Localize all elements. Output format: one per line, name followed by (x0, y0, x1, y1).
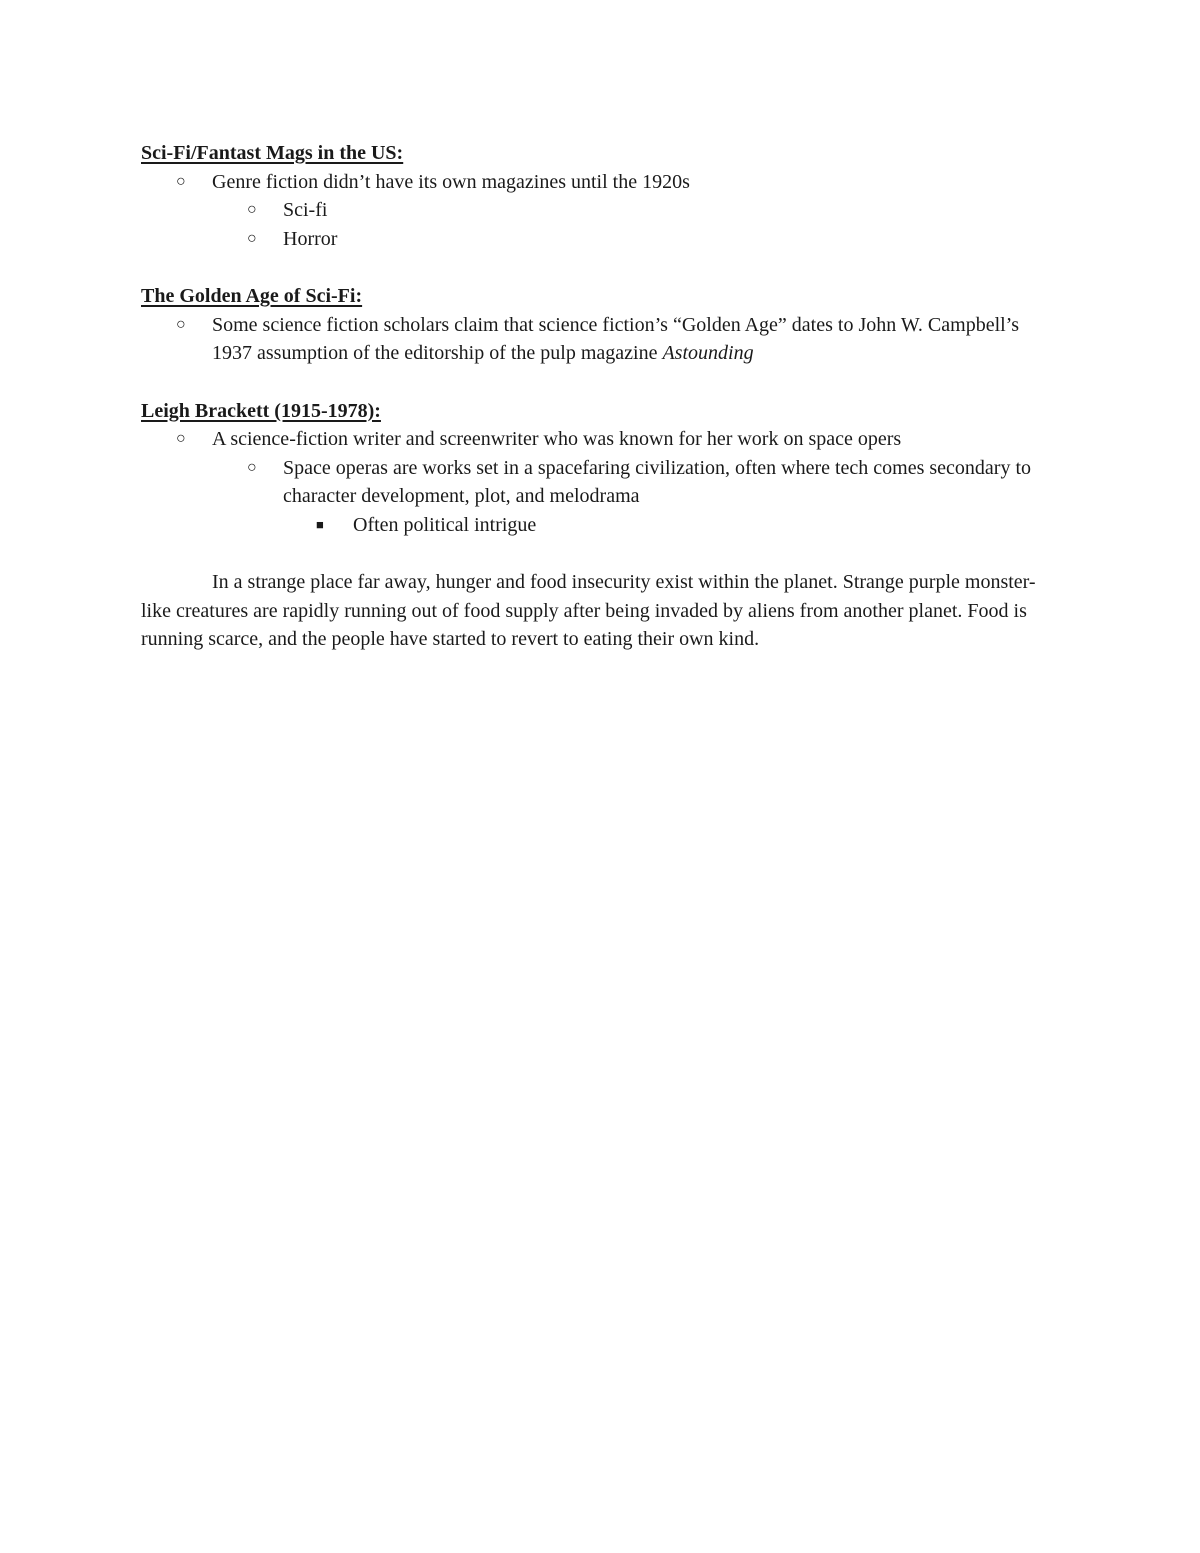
bullet-list (141, 425, 1051, 539)
list-item (141, 225, 1051, 254)
list-item-text: Some science fiction scholars claim that science fiction’s “Golden Age” dates to John W. Campbell’s 1937 assumption of the editorship of the pulp magazine (212, 313, 1020, 364)
list-item (141, 454, 1051, 511)
bullet-list (141, 168, 1051, 254)
filled-square-bullet-icon: ■ (316, 516, 324, 532)
hollow-circle-bullet-icon: ○ (176, 430, 186, 447)
section-heading-leigh-brackett: Leigh Brackett (1915-1978): (141, 399, 381, 422)
list-item-text: Sci-fi (283, 199, 328, 221)
magazine-title: Astounding (662, 342, 754, 364)
list-item (141, 311, 1051, 368)
list-item-text: A science-fiction writer and screenwriter who was known for her work on space opers (212, 428, 902, 450)
spacer (141, 368, 1051, 397)
spacer (141, 539, 1051, 568)
list-item-text: Often political intrigue (353, 513, 537, 536)
list-item-text: Horror (283, 227, 338, 250)
document-body (141, 139, 1051, 654)
list-item (141, 196, 1051, 225)
hollow-circle-bullet-icon: ○ (247, 458, 257, 476)
hollow-circle-bullet-icon: ○ (176, 172, 186, 190)
section-heading-scifi-mags: Sci-Fi/Fantast Mags in the US: (141, 142, 404, 164)
section-heading-golden-age: The Golden Age of Sci-Fi: (141, 285, 363, 307)
list-item (141, 511, 1051, 540)
list-item-text: Space operas are works set in a spacefaring civilization, often where tech comes secondary to character development, plot, and melodrama (283, 456, 1032, 507)
list-item (141, 168, 1051, 197)
spacer (141, 253, 1051, 282)
list-item-text: Genre fiction didn’t have its own magazines until the 1920s (212, 170, 690, 193)
hollow-circle-bullet-icon: ○ (247, 229, 257, 247)
list-item (141, 425, 1051, 454)
bullet-list (141, 311, 1051, 368)
story-paragraph: In a strange place far away, hunger and food insecurity exist within the planet. Strange purple monster-like creatures are rapidly running out of food supply after being invaded by aliens from another planet. Food is running scarce, and the people have started to revert to eating their own kind. (141, 571, 1036, 650)
hollow-circle-bullet-icon: ○ (176, 315, 186, 333)
hollow-circle-bullet-icon: ○ (247, 201, 257, 218)
